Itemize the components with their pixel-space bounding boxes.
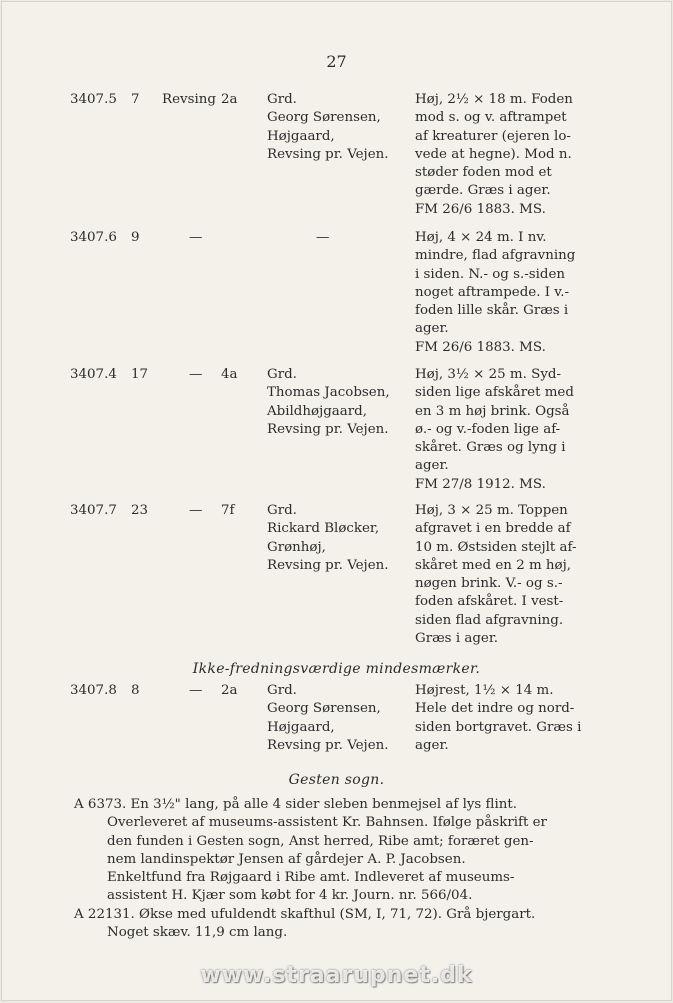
desc-line: Hele det indre og nord-: [415, 701, 575, 717]
ditto-dash: —: [189, 683, 203, 698]
ditto-dash: —: [189, 503, 203, 518]
owner-line: Georg Sørensen,: [267, 110, 381, 126]
desc-line: en 3 m høj brink. Også: [415, 403, 570, 419]
entry-description: [415, 229, 593, 357]
ditto-dash: —: [316, 230, 330, 245]
entry-number: 9: [131, 230, 140, 245]
entry-owner: [267, 366, 390, 439]
site-watermark: www.straarupnet.dk: [200, 963, 473, 988]
desc-line: siden flad afgravning.: [415, 612, 564, 628]
entry-id: 3407.4: [70, 367, 117, 382]
entry-number: 23: [131, 503, 149, 518]
entry-matrikel: 2a: [221, 683, 238, 698]
desc-line: mindre, flad afgravning: [415, 248, 576, 264]
owner-line: Revsing pr. Vejen.: [267, 146, 389, 162]
desc-line: støder foden mod et: [415, 165, 552, 181]
desc-line: FM 26/6 1883. MS.: [415, 201, 546, 217]
note-line: Overleveret af museums-assistent Kr. Bahnsen. Ifølge påskrift er: [107, 815, 547, 831]
entry-description: [415, 91, 593, 219]
entry-place: Revsing: [162, 92, 216, 107]
desc-line: ø.- og v.-foden lige af-: [415, 421, 561, 437]
owner-line: Grd.: [267, 92, 297, 107]
desc-line: siden bortgravet. Græs i: [415, 719, 582, 735]
owner-line: Højgaard,: [267, 128, 335, 144]
owner-line: Grd.: [267, 503, 297, 518]
entry-description: [415, 366, 593, 494]
note-a22131: [74, 906, 604, 943]
owner-line: Thomas Jacobsen,: [267, 385, 390, 401]
desc-line: Græs i ager.: [415, 631, 499, 647]
desc-line: ager.: [415, 321, 449, 337]
entry-matrikel: 4a: [221, 367, 238, 382]
note-line: A 22131. Økse med ufuldendt skafthul (SM, I, 71, 72). Grå bjergart.: [74, 907, 536, 922]
owner-line: Abildhøjgaard,: [267, 403, 367, 419]
entry-number: 7: [131, 92, 140, 107]
entry-id: 3407.5: [70, 92, 117, 107]
section-heading-non-protected: Ikke-fredningsværdige mindesmærker.: [192, 661, 481, 677]
note-line: A 6373. En 3½" lang, på alle 4 sider sleben benmejsel af lys flint.: [74, 797, 518, 812]
entry-id: 3407.6: [70, 230, 117, 245]
ditto-dash: —: [189, 367, 203, 382]
note-line: Enkeltfund fra Røjgaard i Ribe amt. Indleveret af museums-: [107, 870, 515, 886]
document-page: [1, 1, 672, 1001]
note-a6373: [74, 796, 604, 906]
entry-number: 8: [131, 683, 140, 698]
entry-owner: [267, 91, 389, 164]
owner-line: Revsing pr. Vejen.: [267, 737, 389, 753]
desc-line: FM 27/8 1912. MS.: [415, 476, 546, 492]
desc-line: skåret. Græs og lyng i: [415, 440, 566, 456]
desc-line: afgravet i en bredde af: [415, 521, 571, 537]
entry-description: [415, 682, 593, 755]
desc-line: i siden. N.- og s.-siden: [415, 266, 566, 282]
entry-number: 17: [131, 367, 149, 382]
entry-matrikel: 2a: [221, 92, 238, 107]
owner-line: Rickard Bløcker,: [267, 521, 380, 537]
owner-line: Grd.: [267, 683, 297, 698]
owner-line: Revsing pr. Vejen.: [267, 421, 389, 437]
desc-line: Høj, 2½ × 18 m. Foden: [415, 92, 573, 107]
owner-line: Georg Sørensen,: [267, 701, 381, 717]
desc-line: Højrest, 1½ × 14 m.: [415, 683, 554, 698]
desc-line: Høj, 4 × 24 m. I nv.: [415, 230, 547, 245]
desc-line: skåret med en 2 m høj,: [415, 557, 572, 573]
desc-line: ager.: [415, 737, 449, 753]
note-line: den funden i Gesten sogn, Anst herred, Ribe amt; foræret gen-: [107, 833, 534, 849]
desc-line: af kreaturer (ejeren lo-: [415, 128, 571, 144]
entry-owner: [267, 682, 389, 755]
desc-line: 10 m. Østsiden stejlt af-: [415, 539, 577, 555]
desc-line: gærde. Græs i ager.: [415, 183, 551, 199]
desc-line: ager.: [415, 458, 449, 474]
desc-line: foden lille skår. Græs i: [415, 303, 569, 319]
owner-line: Grønhøj,: [267, 539, 326, 555]
desc-line: Høj, 3 × 25 m. Toppen: [415, 503, 568, 518]
entry-owner: [267, 502, 389, 575]
page-number: 27: [326, 52, 347, 71]
owner-line: Revsing pr. Vejen.: [267, 557, 389, 573]
desc-line: nøgen brink. V.- og s.-: [415, 576, 563, 592]
owner-line: Grd.: [267, 367, 297, 382]
note-line: assistent H. Kjær som købt for 4 kr. Journ. nr. 566/04.: [107, 888, 473, 904]
desc-line: siden lige afskåret med: [415, 385, 574, 401]
desc-line: foden afskåret. I vest-: [415, 594, 564, 610]
note-line: nem landinspektør Jensen af gårdejer A. P. Jacobsen.: [107, 851, 466, 867]
note-line: Noget skæv. 11,9 cm lang.: [107, 925, 288, 941]
entry-id: 3407.7: [70, 503, 117, 518]
owner-line: Højgaard,: [267, 719, 335, 735]
entry-id: 3407.8: [70, 683, 117, 698]
desc-line: Høj, 3½ × 25 m. Syd-: [415, 367, 561, 382]
section-heading-gesten: Gesten sogn.: [288, 772, 385, 788]
desc-line: mod s. og v. aftrampet: [415, 110, 567, 126]
desc-line: noget aftrampede. I v.-: [415, 284, 570, 300]
entry-description: [415, 502, 593, 648]
ditto-dash: —: [189, 230, 203, 245]
entry-matrikel: 7f: [221, 503, 235, 518]
desc-line: vede at hegne). Mod n.: [415, 146, 572, 162]
desc-line: FM 26/6 1883. MS.: [415, 339, 546, 355]
